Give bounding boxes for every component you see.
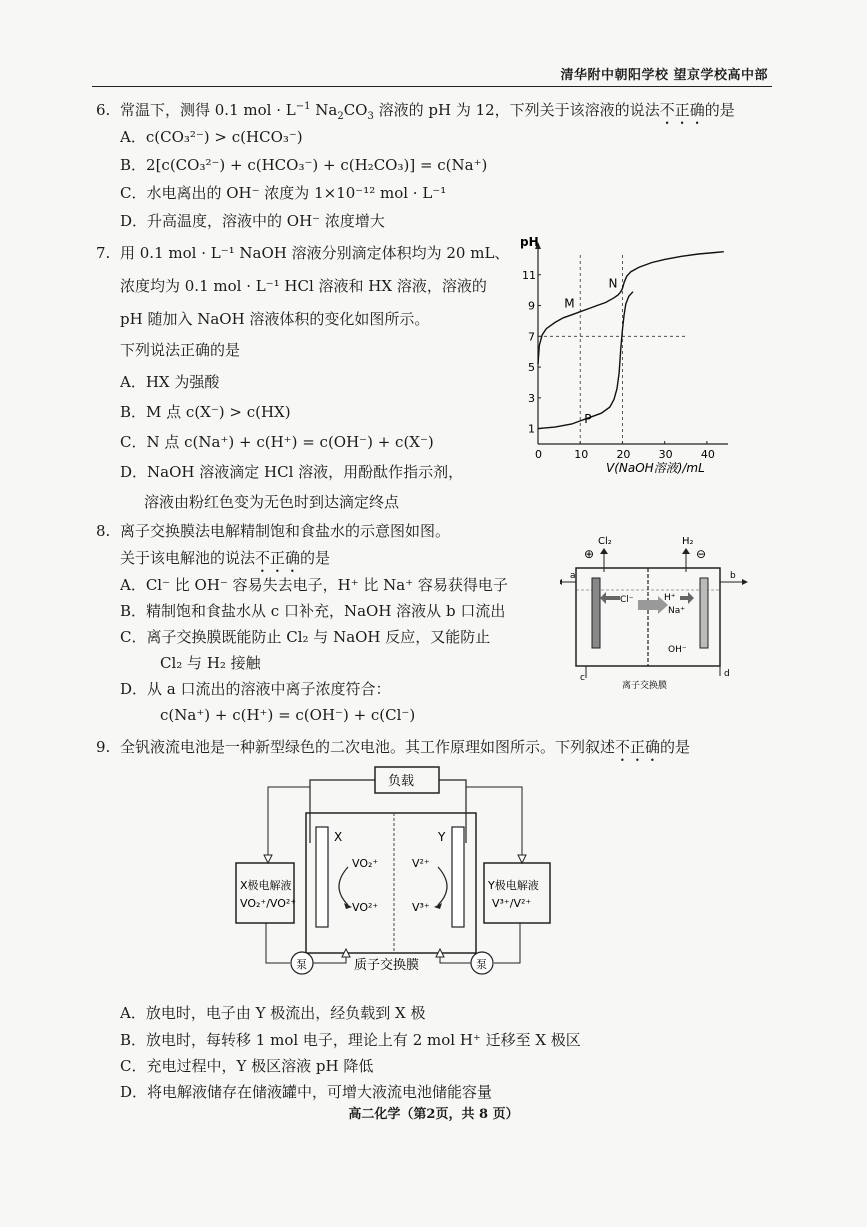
x-tick-label: 40 bbox=[700, 448, 715, 461]
chart-points bbox=[564, 277, 617, 426]
q9-stem bbox=[96, 737, 690, 765]
q7-stem-line-4: 下列说法正确的是 bbox=[120, 341, 241, 359]
q8-stem-text: 离子交换膜法电解精制饱和食盐水的示意图如图。 bbox=[120, 522, 451, 540]
q8-option-c-cont: Cl₂ 与 H₂ 接触 bbox=[160, 654, 261, 672]
y-tank-label-2: V³⁺/V²⁺ bbox=[492, 897, 532, 910]
q9-option-d[interactable]: D．将电解液储存在储液罐中，可增大液流电池储能容量 bbox=[120, 1083, 493, 1101]
q6-option-a[interactable]: A．c(CO₃²⁻) > c(HCO₃⁻) bbox=[120, 128, 303, 146]
y-electrolyte-tank bbox=[484, 863, 550, 923]
chart-y-label: pH bbox=[520, 235, 539, 249]
y-tick-label: 3 bbox=[528, 391, 535, 405]
x-tick-label: 20 bbox=[616, 448, 631, 461]
y-tick-label: 11 bbox=[522, 268, 536, 282]
q8-stem-line-1 bbox=[96, 521, 450, 541]
q6-stem-part: Na bbox=[310, 101, 338, 119]
x-tank-label-1: X极电解液 bbox=[240, 879, 292, 892]
q6-option-d[interactable]: D．升高温度，溶液中的 OH⁻ 浓度增大 bbox=[120, 212, 385, 230]
y-tick-label: 5 bbox=[528, 361, 535, 375]
q6-stem bbox=[96, 97, 735, 128]
x-tick-label: 30 bbox=[658, 448, 673, 461]
port-d-label: d bbox=[724, 669, 730, 679]
cl2-label: Cl₂ bbox=[598, 536, 612, 547]
page-footer: 高二化学（第2页，共 8 页） bbox=[348, 1107, 519, 1122]
load-label: 负载 bbox=[388, 774, 415, 789]
q7-stem-line-2: 浓度均为 0.1 mol · L⁻¹ HCl 溶液和 HX 溶液，溶液的 bbox=[120, 277, 487, 295]
q8-number: 8. bbox=[96, 522, 111, 540]
electrolysis-cell-diagram bbox=[560, 528, 750, 693]
na-ion-label: Na⁺ bbox=[668, 606, 685, 616]
point-label-m: M bbox=[564, 296, 575, 311]
q7-stem-line-3: pH 随加入 NaOH 溶液体积的变化如图所示。 bbox=[120, 310, 430, 328]
x-tick-label: 10 bbox=[574, 448, 589, 461]
port-c-label: c bbox=[580, 673, 585, 683]
q6-stem-part: CO bbox=[343, 101, 368, 119]
q6-stem-part: 溶液的 pH 为 12，下列关于该溶液的说法 bbox=[373, 101, 660, 119]
chart-series bbox=[538, 252, 724, 429]
y-tick-label: 7 bbox=[528, 330, 535, 344]
q9-option-b[interactable]: B．放电时，每转移 1 mol 电子，理论上有 2 mol H⁺ 迁移至 X 极区 bbox=[120, 1031, 581, 1049]
cl-ion-label: Cl⁻ bbox=[620, 595, 634, 605]
membrane-label: 离子交换膜 bbox=[622, 681, 668, 691]
q7-option-d-cont: 溶液由粉红色变为无色时到达滴定终点 bbox=[144, 493, 400, 511]
q7-option-b[interactable]: B．M 点 c(X⁻) > c(HX) bbox=[120, 403, 291, 421]
x-electrolyte-tank bbox=[236, 863, 297, 923]
q9-option-a[interactable]: A．放电时，电子由 Y 极流出，经负载到 X 极 bbox=[120, 1004, 426, 1022]
q6-number: 6. bbox=[96, 101, 111, 119]
q8-option-d[interactable]: D．从 a 口流出的溶液中离子浓度符合： bbox=[120, 680, 391, 698]
q7-number: 7. bbox=[96, 244, 111, 262]
y-electrode-label: Y bbox=[438, 830, 446, 844]
v2-plus-label: V²⁺ bbox=[412, 857, 430, 870]
q7-stem-line-1 bbox=[96, 243, 509, 263]
q9-stem-text: 全钒液流电池是一种新型绿色的二次电池。其工作原理如图所示。下列叙述 bbox=[120, 738, 616, 756]
q6-stem-part: 的是 bbox=[704, 101, 735, 119]
q8-stem-text: 的是 bbox=[300, 549, 331, 567]
x-electrode-label: X bbox=[334, 830, 343, 844]
q7-option-d[interactable]: D．NaOH 溶液滴定 HCl 溶液，用酚酞作指示剂， bbox=[120, 463, 464, 481]
q8-option-b[interactable]: B．精制饱和食盐水从 c 口补充，NaOH 溶液从 b 口流出 bbox=[120, 602, 506, 620]
oh-ion-label: OH⁻ bbox=[668, 645, 687, 655]
proton-membrane-label: 质子交换膜 bbox=[354, 958, 420, 973]
vo2-plus-label: VO₂⁺ bbox=[352, 857, 379, 870]
right-pump-label: 泵 bbox=[476, 958, 487, 971]
q9-stem-text: 的是 bbox=[660, 738, 691, 756]
chart-axes bbox=[535, 242, 728, 444]
q7-option-c[interactable]: C．N 点 c(Na⁺) + c(H⁺) = c(OH⁻) + c(X⁻) bbox=[120, 433, 434, 451]
chart-x-label: V(NaOH溶液)/mL bbox=[606, 461, 705, 475]
q7-stem-text: 用 0.1 mol · L⁻¹ NaOH 溶液分别滴定体积均为 20 mL、 bbox=[120, 244, 510, 262]
q9-emphasis: 不正确 bbox=[615, 738, 661, 756]
q6-emphasis: 不正确 bbox=[659, 101, 705, 119]
chart-ticks bbox=[522, 269, 715, 461]
q7-option-a[interactable]: A．HX 为强酸 bbox=[120, 373, 220, 391]
q6-option-b[interactable]: B．2[c(CO₃²⁻) + c(HCO₃⁻) + c(H₂CO₃)] = c(Na⁺) bbox=[120, 156, 488, 174]
titration-chart bbox=[508, 232, 738, 477]
left-pump-label: 泵 bbox=[296, 958, 307, 971]
q8-stem-line-2 bbox=[120, 548, 330, 576]
q6-option-c[interactable]: C．水电离出的 OH⁻ 浓度为 1×10⁻¹² mol · L⁻¹ bbox=[120, 184, 447, 202]
q6-stem-part: 常温下，测得 0.1 mol · L bbox=[120, 101, 296, 119]
q9-number: 9. bbox=[96, 738, 111, 756]
point-label-p: P bbox=[584, 411, 592, 426]
v3-plus-label: V³⁺ bbox=[412, 901, 430, 914]
q8-option-d-cont: c(Na⁺) + c(H⁺) = c(OH⁻) + c(Cl⁻) bbox=[160, 706, 416, 724]
h-ion-label: H⁺ bbox=[664, 593, 676, 603]
port-a-label: a bbox=[570, 571, 576, 581]
q8-stem-text: 关于该电解池的说法 bbox=[120, 549, 256, 567]
q9-option-c[interactable]: C．充电过程中，Y 极区溶液 pH 降低 bbox=[120, 1057, 374, 1075]
q8-option-a[interactable]: A．Cl⁻ 比 OH⁻ 容易失去电子，H⁺ 比 Na⁺ 容易获得电子 bbox=[120, 576, 508, 594]
port-b-label: b bbox=[730, 571, 736, 581]
q6-stem-sup: −1 bbox=[295, 101, 311, 112]
page-header bbox=[92, 60, 772, 87]
cathode-minus-icon: ⊖ bbox=[696, 547, 707, 561]
y-tick-label: 1 bbox=[528, 422, 535, 436]
y-tick-label: 9 bbox=[528, 299, 535, 313]
x-tank-label-2: VO₂⁺/VO²⁺ bbox=[240, 897, 297, 910]
flow-battery-diagram bbox=[230, 763, 560, 985]
q8-emphasis: 不正确 bbox=[255, 549, 301, 567]
point-label-n: N bbox=[608, 276, 618, 291]
q8-option-c[interactable]: C．离子交换膜既能防止 Cl₂ 与 NaOH 反应，又能防止 bbox=[120, 628, 491, 646]
q6-stem-sub: 3 bbox=[367, 111, 374, 122]
titration-curve-2 bbox=[538, 292, 633, 429]
q6-stem-sub: 2 bbox=[337, 111, 344, 122]
school-name: 清华附中朝阳学校 望京学校高中部 bbox=[560, 68, 768, 83]
vo-2plus-label: VO²⁺ bbox=[352, 901, 379, 914]
anode-plus-icon: ⊕ bbox=[584, 547, 595, 561]
h2-label: H₂ bbox=[682, 536, 694, 547]
x-tick-label: 0 bbox=[535, 448, 542, 461]
y-tank-label-1: Y极电解液 bbox=[488, 879, 539, 892]
